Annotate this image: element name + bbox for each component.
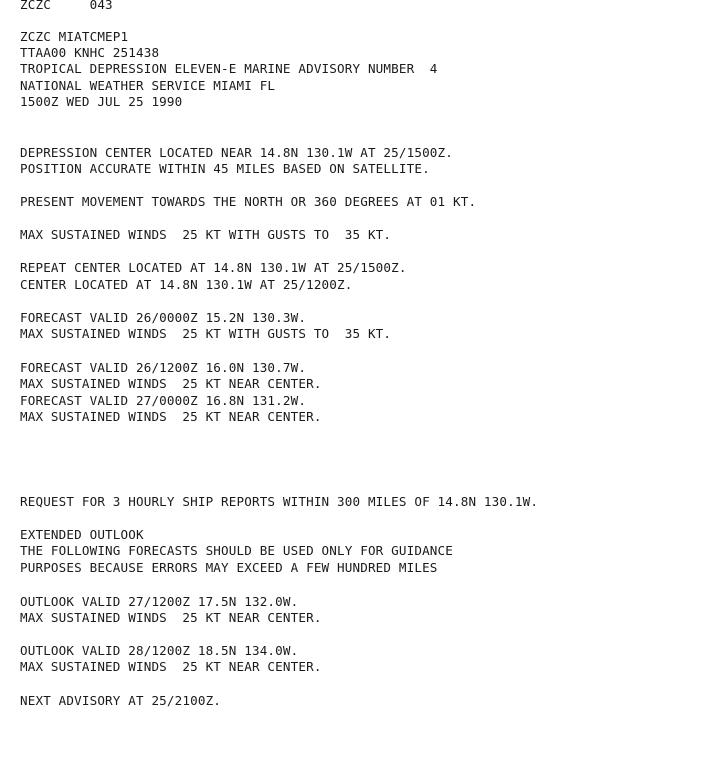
message-id-line: ZCZC MIATCMEP1 (20, 29, 129, 44)
body-line: EXTENDED OUTLOOK (20, 527, 144, 542)
body-line: FORECAST VALID 26/1200Z 16.0N 130.7W. (20, 360, 307, 375)
issue-datetime: 1500Z WED JUL 25 1990 (20, 94, 183, 109)
issuing-office: NATIONAL WEATHER SERVICE MIAMI FL (20, 78, 276, 93)
wmo-header-line: TTAA00 KNHC 251438 (20, 45, 160, 60)
body-line: POSITION ACCURATE WITHIN 45 MILES BASED ON SATELLITE. (20, 161, 430, 176)
body-line: MAX SUSTAINED WINDS 25 KT WITH GUSTS TO 35 KT. (20, 326, 392, 341)
body-line: REQUEST FOR 3 HOURLY SHIP REPORTS WITHIN 300 MILES OF 14.8N 130.1W. (20, 494, 539, 509)
advisory-title: TROPICAL DEPRESSION ELEVEN-E MARINE ADVISORY NUMBER 4 (20, 61, 438, 76)
body-line: OUTLOOK VALID 28/1200Z 18.5N 134.0W. (20, 643, 299, 658)
body-line: FORECAST VALID 26/0000Z 15.2N 130.3W. (20, 310, 307, 325)
body-line: MAX SUSTAINED WINDS 25 KT NEAR CENTER. (20, 610, 322, 625)
body-line: FORECAST VALID 27/0000Z 16.8N 131.2W. (20, 393, 307, 408)
body-line: CENTER LOCATED AT 14.8N 130.1W AT 25/1200Z. (20, 277, 353, 292)
body-line: MAX SUSTAINED WINDS 25 KT NEAR CENTER. (20, 659, 322, 674)
body-line: MAX SUSTAINED WINDS 25 KT NEAR CENTER. (20, 409, 322, 424)
body-line: THE FOLLOWING FORECASTS SHOULD BE USED ONLY FOR GUIDANCE (20, 543, 453, 558)
body-line: DEPRESSION CENTER LOCATED NEAR 14.8N 130.1W AT 25/1500Z. (20, 145, 453, 160)
body-line: REPEAT CENTER LOCATED AT 14.8N 130.1W AT 25/1500Z. (20, 260, 407, 275)
body-line: MAX SUSTAINED WINDS 25 KT NEAR CENTER. (20, 376, 322, 391)
body-line: OUTLOOK VALID 27/1200Z 17.5N 132.0W. (20, 594, 299, 609)
body-line: PRESENT MOVEMENT TOWARDS THE NORTH OR 360 DEGREES AT 01 KT. (20, 194, 477, 209)
zczc-top-line: ZCZC 043 (20, 0, 113, 12)
body-line: PURPOSES BECAUSE ERRORS MAY EXCEED A FEW HUNDRED MILES (20, 560, 438, 575)
body-line: NEXT ADVISORY AT 25/2100Z. (20, 693, 222, 708)
body-line: MAX SUSTAINED WINDS 25 KT WITH GUSTS TO 35 KT. (20, 227, 392, 242)
